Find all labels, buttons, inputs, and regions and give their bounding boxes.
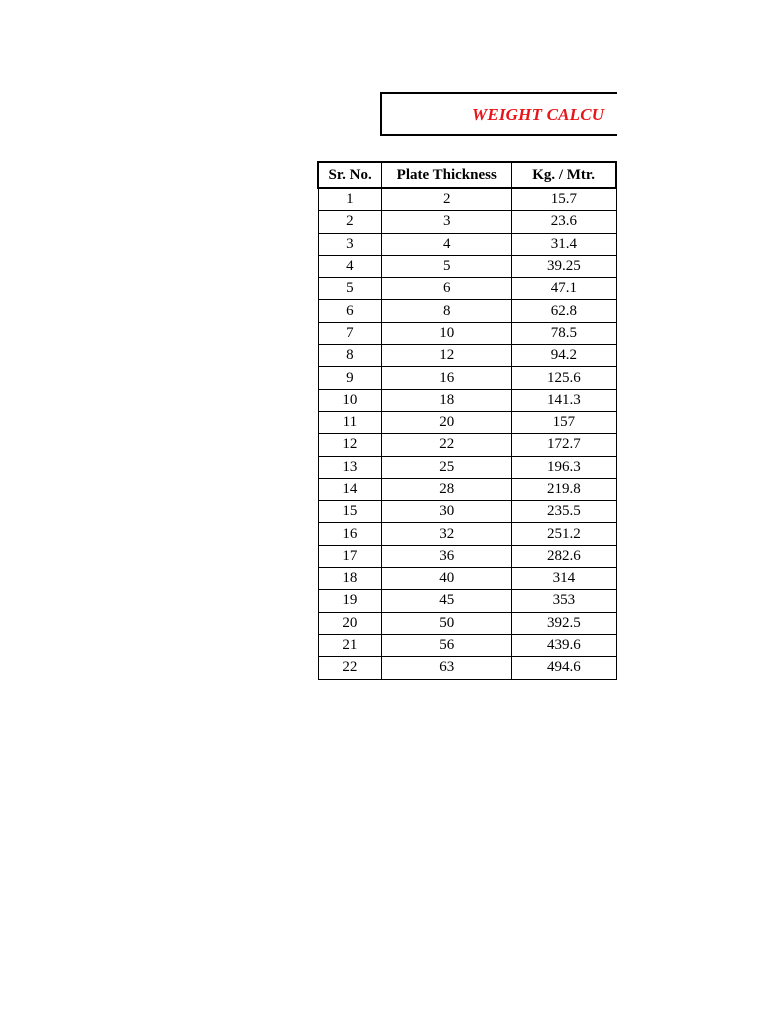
kg-per-mtr-cell: 31.4 [512, 233, 616, 255]
table-row [318, 568, 616, 590]
sr-no-cell: 3 [318, 233, 382, 255]
kg-per-mtr-cell: 141.3 [512, 389, 616, 411]
kg-per-mtr-cell: 125.6 [512, 367, 616, 389]
header-sr-no: Sr. No. [318, 162, 382, 188]
table-row [318, 545, 616, 567]
kg-per-mtr-cell: 172.7 [512, 434, 616, 456]
title-box [380, 92, 617, 136]
table-row [318, 501, 616, 523]
sr-no-cell: 18 [318, 568, 382, 590]
plate-thickness-cell: 20 [382, 411, 512, 433]
plate-thickness-cell: 2 [382, 188, 512, 211]
plate-thickness-cell: 30 [382, 501, 512, 523]
sr-no-cell: 2 [318, 211, 382, 233]
plate-thickness-cell: 28 [382, 478, 512, 500]
plate-thickness-cell: 16 [382, 367, 512, 389]
plate-thickness-cell: 56 [382, 634, 512, 656]
kg-per-mtr-cell: 282.6 [512, 545, 616, 567]
plate-thickness-cell: 5 [382, 255, 512, 277]
plate-thickness-cell: 3 [382, 211, 512, 233]
plate-thickness-cell: 50 [382, 612, 512, 634]
sr-no-cell: 19 [318, 590, 382, 612]
table-row [318, 278, 616, 300]
kg-per-mtr-cell: 47.1 [512, 278, 616, 300]
kg-per-mtr-cell: 157 [512, 411, 616, 433]
sr-no-cell: 6 [318, 300, 382, 322]
table-row [318, 322, 616, 344]
table-row [318, 657, 616, 679]
kg-per-mtr-cell: 39.25 [512, 255, 616, 277]
table-row [318, 456, 616, 478]
sr-no-cell: 15 [318, 501, 382, 523]
table-row [318, 211, 616, 233]
kg-per-mtr-cell: 15.7 [512, 188, 616, 211]
sr-no-cell: 12 [318, 434, 382, 456]
page-title: WEIGHT CALCU [472, 105, 605, 124]
sr-no-cell: 7 [318, 322, 382, 344]
sr-no-cell: 16 [318, 523, 382, 545]
sr-no-cell: 4 [318, 255, 382, 277]
table-row [318, 188, 616, 211]
table-row [318, 411, 616, 433]
plate-thickness-cell: 18 [382, 389, 512, 411]
header-kg-per-mtr: Kg. / Mtr. [512, 162, 616, 188]
plate-thickness-cell: 45 [382, 590, 512, 612]
kg-per-mtr-cell: 219.8 [512, 478, 616, 500]
kg-per-mtr-cell: 196.3 [512, 456, 616, 478]
kg-per-mtr-cell: 94.2 [512, 345, 616, 367]
plate-thickness-cell: 32 [382, 523, 512, 545]
kg-per-mtr-cell: 235.5 [512, 501, 616, 523]
plate-thickness-cell: 4 [382, 233, 512, 255]
table-row [318, 478, 616, 500]
kg-per-mtr-cell: 314 [512, 568, 616, 590]
sr-no-cell: 9 [318, 367, 382, 389]
kg-per-mtr-cell: 23.6 [512, 211, 616, 233]
plate-thickness-cell: 12 [382, 345, 512, 367]
kg-per-mtr-cell: 78.5 [512, 322, 616, 344]
kg-per-mtr-cell: 392.5 [512, 612, 616, 634]
table-row [318, 233, 616, 255]
sr-no-cell: 13 [318, 456, 382, 478]
sr-no-cell: 20 [318, 612, 382, 634]
sr-no-cell: 1 [318, 188, 382, 211]
weight-table [317, 161, 617, 680]
sr-no-cell: 14 [318, 478, 382, 500]
table-header-row [318, 162, 616, 188]
table-row [318, 523, 616, 545]
sr-no-cell: 22 [318, 657, 382, 679]
kg-per-mtr-cell: 251.2 [512, 523, 616, 545]
plate-thickness-cell: 22 [382, 434, 512, 456]
table-row [318, 389, 616, 411]
table-body [318, 188, 616, 679]
plate-thickness-cell: 10 [382, 322, 512, 344]
plate-thickness-cell: 6 [382, 278, 512, 300]
kg-per-mtr-cell: 353 [512, 590, 616, 612]
plate-thickness-cell: 36 [382, 545, 512, 567]
plate-thickness-cell: 25 [382, 456, 512, 478]
sr-no-cell: 21 [318, 634, 382, 656]
table-row [318, 634, 616, 656]
kg-per-mtr-cell: 439.6 [512, 634, 616, 656]
table-row [318, 345, 616, 367]
sr-no-cell: 5 [318, 278, 382, 300]
sr-no-cell: 8 [318, 345, 382, 367]
sr-no-cell: 17 [318, 545, 382, 567]
table-row [318, 612, 616, 634]
sr-no-cell: 11 [318, 411, 382, 433]
sr-no-cell: 10 [318, 389, 382, 411]
table-row [318, 300, 616, 322]
table-row [318, 434, 616, 456]
header-plate-thickness: Plate Thickness [382, 162, 512, 188]
table-row [318, 255, 616, 277]
kg-per-mtr-cell: 62.8 [512, 300, 616, 322]
table-row [318, 590, 616, 612]
plate-thickness-cell: 63 [382, 657, 512, 679]
kg-per-mtr-cell: 494.6 [512, 657, 616, 679]
table-row [318, 367, 616, 389]
plate-thickness-cell: 40 [382, 568, 512, 590]
plate-thickness-cell: 8 [382, 300, 512, 322]
